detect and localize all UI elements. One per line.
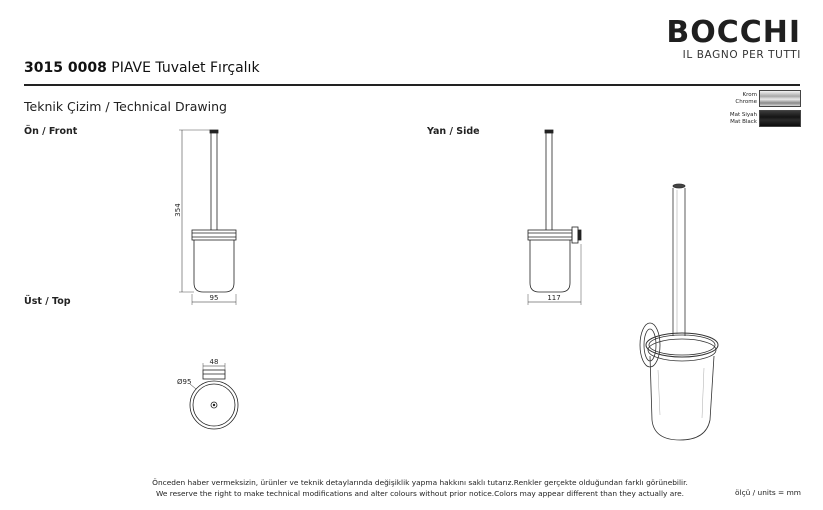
- dim-side-depth: 117: [547, 294, 561, 302]
- finish-chrome-tr: Krom: [742, 92, 757, 98]
- perspective-drawing: [640, 184, 718, 440]
- footer-disclaimer: [80, 477, 760, 499]
- units-note: ölçü / units = mm: [735, 488, 801, 497]
- brand-name: BOCCHI: [666, 15, 801, 50]
- dim-top-diameter: Ø95: [177, 378, 192, 386]
- finish-chrome-en: Chrome: [735, 98, 757, 105]
- front-view-drawing: [179, 130, 236, 305]
- footer-disclaimer-en: We reserve the right to make technical modifications and alter colours without prior notice.Colors may appear different than they actually are.: [155, 489, 685, 498]
- dim-top-bracket: 48: [209, 358, 219, 366]
- section-title: Teknik Çizim / Technical Drawing: [24, 99, 227, 114]
- top-view-label: Üst / Top: [24, 296, 71, 307]
- front-view-label: Ön / Front: [24, 126, 78, 137]
- finish-black-en: Mat Black: [730, 118, 757, 125]
- product-name: PIAVE Tuvalet Fırçalık: [111, 60, 260, 76]
- side-view-drawing: [528, 130, 581, 305]
- side-view-label: Yan / Side: [427, 126, 480, 137]
- dim-height: 354: [174, 203, 182, 217]
- product-code: 3015 0008: [24, 60, 107, 76]
- finish-black-tr: Mat Siyah: [729, 112, 757, 118]
- brand-tagline: IL BAGNO PER TUTTI: [682, 49, 801, 61]
- dim-front-width: 95: [209, 294, 219, 302]
- top-view-drawing: [190, 363, 238, 429]
- footer-disclaimer-tr: Önceden haber vermeksizin, ürünler ve teknik detaylarında değişiklik yapma hakkını saklı tutarız.Renkler gerçekte olduğundan farklı görünebilir.: [152, 478, 688, 487]
